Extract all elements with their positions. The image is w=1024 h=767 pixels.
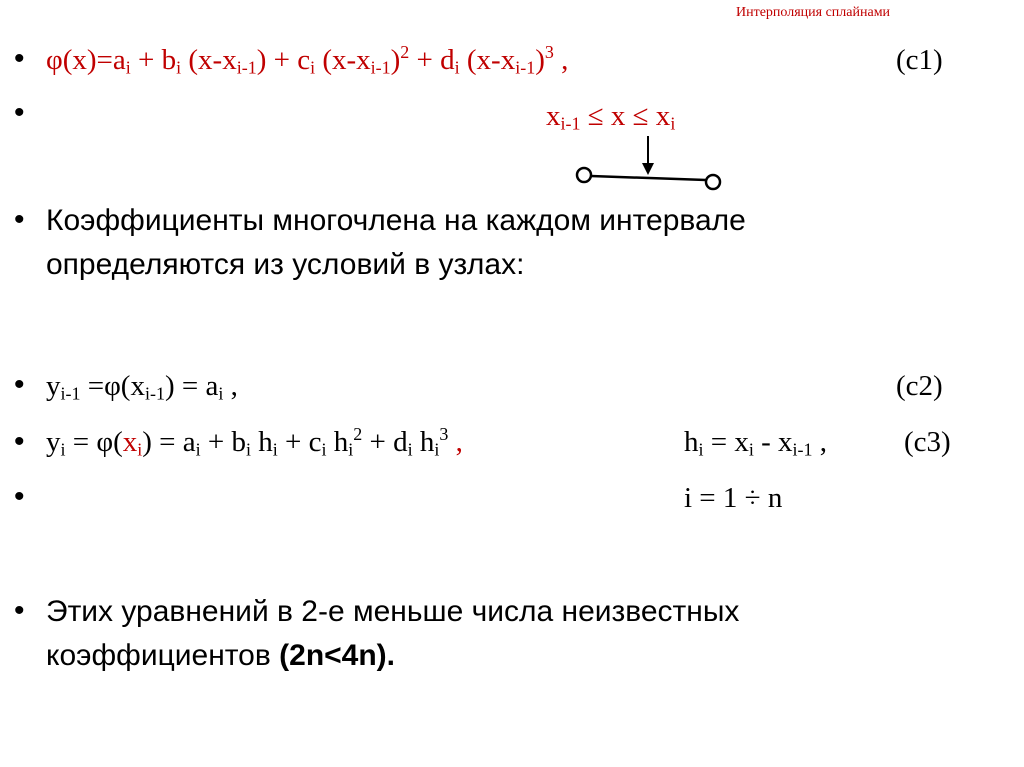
inequality-bold: (2n<4n).: [279, 639, 395, 672]
bullet-7: •: [14, 594, 25, 627]
bullet-3: •: [14, 203, 25, 236]
bullet-4: •: [14, 368, 25, 401]
bullet-5: •: [14, 425, 25, 458]
equations-count-line-2: коэффициентов (2n<4n).: [46, 639, 395, 672]
right-node-circle: [706, 175, 720, 189]
coefficients-line-2: определяются из условий в узлах:: [46, 248, 525, 281]
equation-label-c3: (с3): [904, 426, 951, 458]
bullet-1: •: [14, 42, 25, 75]
bullet-6: •: [14, 480, 25, 513]
bullet-2: •: [14, 96, 25, 129]
coefficients-line-1: Коэффициенты многочлена на каждом интервале: [46, 204, 746, 237]
equations-count-paragraph: [46, 590, 739, 678]
equations-count-line-1: Этих уравнений в 2-е меньше числа неизвестных: [46, 595, 740, 628]
interval-condition: $x_{i-1} \le x \le x_i$: [546, 100, 676, 134]
slide-header-title: Интерполяция сплайнами: [736, 5, 891, 20]
left-node-circle: [577, 168, 591, 182]
node-condition-left: $y_{i-1} =\varphi(x_{i-1}) = a_i$ ,: [46, 370, 238, 404]
interval-segment: [591, 176, 706, 180]
step-definition: $h_i = x_i - x_{i-1}$ ,: [684, 426, 827, 460]
index-range: i = 1 ÷ n: [684, 482, 783, 514]
equation-label-c2: (с2): [896, 370, 943, 402]
interval-arrow-head: [642, 163, 654, 175]
equation-label-c1: (с1): [896, 44, 943, 76]
node-condition-right: $y_i = \varphi(x_i) = a_i + b_i$ $h_i + c_i$ $h_i^2 + d_i$ $h_i^3$ ,: [46, 424, 463, 460]
spline-polynomial-equation: $\varphi(x)=a_i + b_i$ $(x-x_{i-1}) + c_i$ $(x-x_{i-1})^2 + d_i$ $(x-x_{i-1})^3$ ,: [46, 42, 569, 78]
coefficients-paragraph: [46, 199, 746, 287]
